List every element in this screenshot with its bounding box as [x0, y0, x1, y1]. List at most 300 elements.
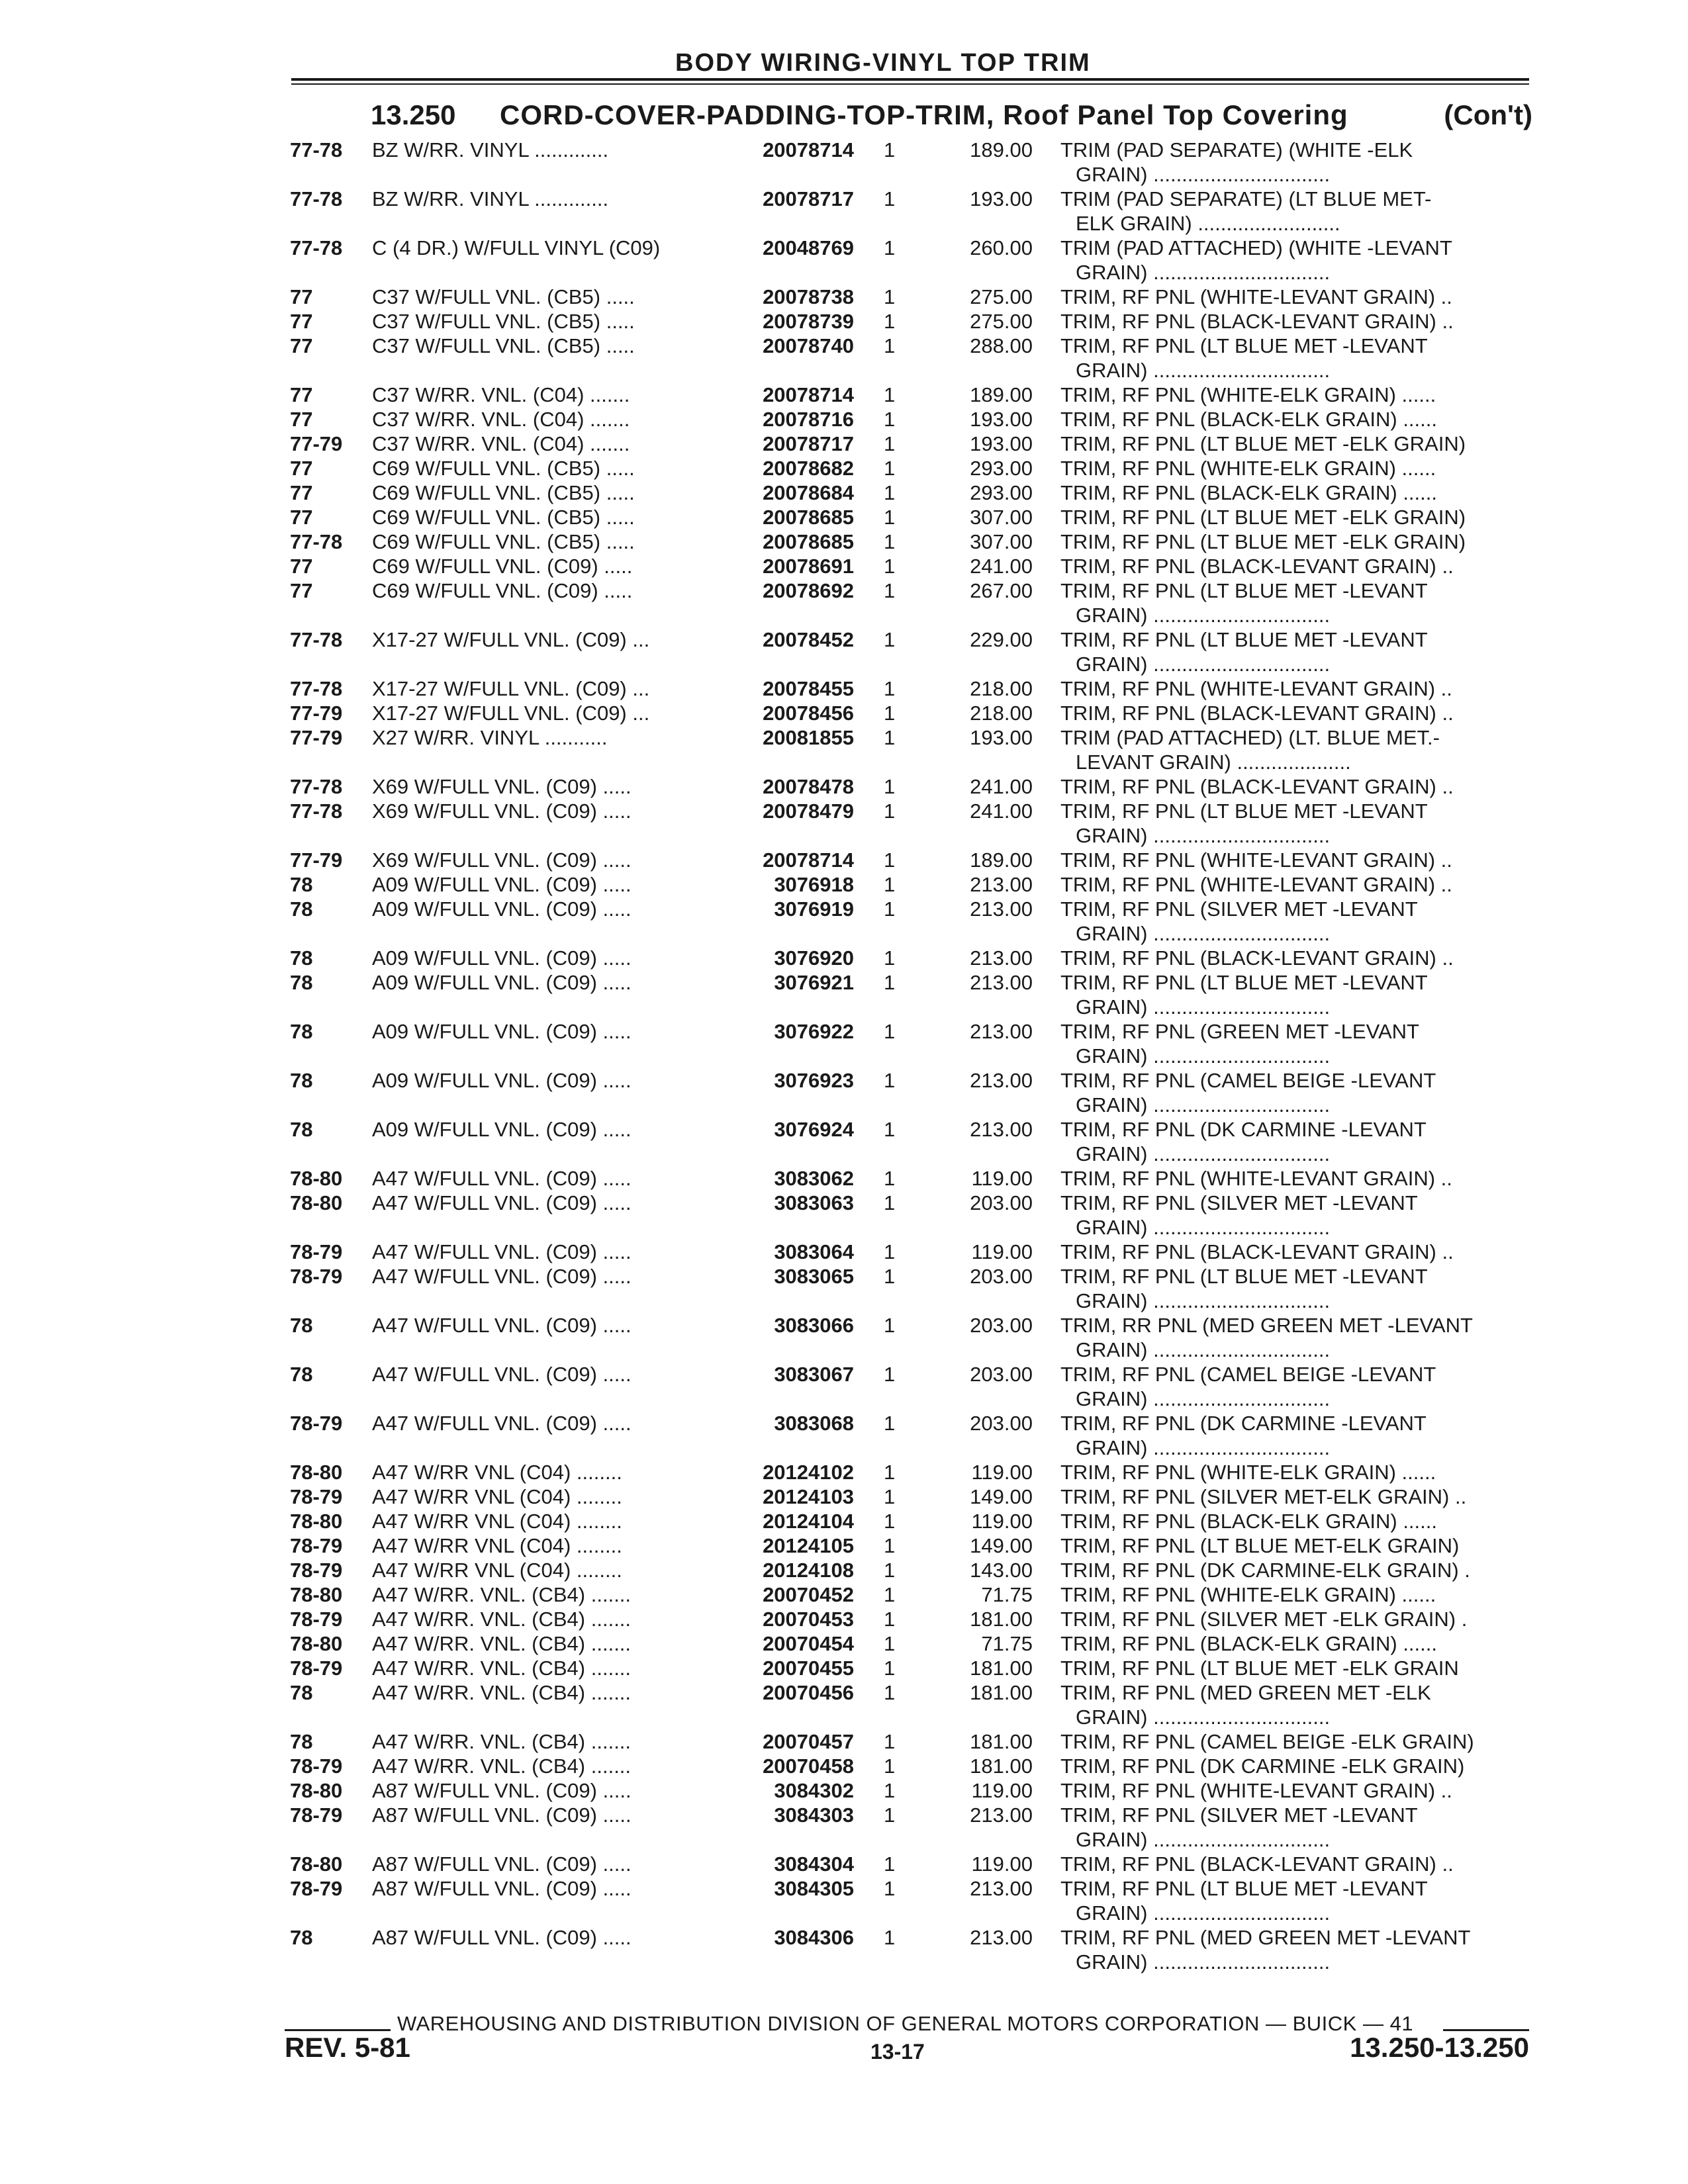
quantity-cell: 1 — [884, 1534, 896, 1557]
table-row — [0, 1264, 1688, 1313]
description-continuation: GRAIN) ............................... — [1076, 1289, 1331, 1312]
year-cell: 78-80 — [290, 1852, 343, 1876]
price-cell: 181.00 — [970, 1657, 1033, 1680]
continued-label: (Con't) — [1444, 99, 1532, 130]
model-cell: A47 W/RR VNL (C04) ........ — [372, 1461, 622, 1484]
quantity-cell: 1 — [884, 506, 896, 529]
part-number-cell: 20078738 — [763, 285, 854, 308]
model-cell: C37 W/RR. VNL. (C04) ....... — [372, 432, 630, 455]
model-cell: A47 W/RR VNL (C04) ........ — [372, 1559, 622, 1582]
quantity-cell: 1 — [884, 1191, 896, 1214]
model-cell: A09 W/FULL VNL. (C09) ..... — [372, 897, 632, 921]
model-cell: A87 W/FULL VNL. (C09) ..... — [372, 1803, 632, 1827]
year-cell: 77 — [290, 285, 313, 308]
description-cell: TRIM, RF PNL (BLACK-ELK GRAIN) ...... — [1060, 1632, 1437, 1655]
year-cell: 78 — [290, 1363, 313, 1386]
part-number-cell: 20078684 — [763, 481, 854, 504]
model-cell: A47 W/FULL VNL. (C09) ..... — [372, 1363, 632, 1386]
model-cell: A87 W/FULL VNL. (C09) ..... — [372, 1852, 632, 1876]
table-row — [0, 1925, 1688, 1974]
year-cell: 77 — [290, 506, 313, 529]
table-row — [0, 872, 1688, 897]
year-cell: 77 — [290, 457, 313, 480]
description-cell: TRIM, RF PNL (BLACK-ELK GRAIN) ...... — [1060, 408, 1437, 431]
description-cell: TRIM, RF PNL (DK CARMINE -LEVANT — [1060, 1412, 1427, 1435]
table-row — [0, 1754, 1688, 1778]
table-row — [0, 1460, 1688, 1484]
part-number-cell: 3083068 — [774, 1412, 854, 1435]
model-cell: A47 W/RR VNL (C04) ........ — [372, 1510, 622, 1533]
table-row — [0, 383, 1688, 407]
table-row — [0, 1166, 1688, 1191]
description-cell: TRIM, RF PNL (BLACK-ELK GRAIN) ...... — [1060, 1510, 1437, 1533]
model-cell: X17-27 W/FULL VNL. (C09) ... — [372, 677, 650, 700]
description-continuation: GRAIN) ............................... — [1076, 1387, 1331, 1410]
model-cell: A09 W/FULL VNL. (C09) ..... — [372, 946, 632, 970]
description-cell: TRIM, RF PNL (WHITE-LEVANT GRAIN) .. — [1060, 677, 1452, 700]
year-cell: 77-78 — [290, 236, 343, 259]
part-number-cell: 3076922 — [774, 1020, 854, 1043]
description-cell: TRIM, RF PNL (LT BLUE MET-ELK GRAIN) — [1060, 1534, 1460, 1557]
year-cell: 78 — [290, 1314, 313, 1337]
price-cell: 203.00 — [970, 1265, 1033, 1288]
quantity-cell: 1 — [884, 1069, 896, 1092]
description-continuation: ELK GRAIN) ......................... — [1076, 212, 1340, 235]
part-number-cell: 3083064 — [774, 1240, 854, 1263]
table-row — [0, 1558, 1688, 1582]
table-row — [0, 407, 1688, 432]
quantity-cell: 1 — [884, 310, 896, 333]
quantity-cell: 1 — [884, 775, 896, 798]
description-continuation: GRAIN) ............................... — [1076, 1706, 1331, 1729]
quantity-cell: 1 — [884, 1632, 896, 1655]
year-cell: 78-80 — [290, 1191, 343, 1214]
description-cell: TRIM, RF PNL (DK CARMINE -LEVANT — [1060, 1118, 1427, 1141]
model-cell: X17-27 W/FULL VNL. (C09) ... — [372, 702, 650, 725]
model-cell: C (4 DR.) W/FULL VINYL (C09) — [372, 236, 661, 259]
price-cell: 143.00 — [970, 1559, 1033, 1582]
quantity-cell: 1 — [884, 1803, 896, 1827]
model-cell: C69 W/FULL VNL. (CB5) ..... — [372, 481, 635, 504]
year-cell: 78-80 — [290, 1167, 343, 1190]
table-row — [0, 187, 1688, 236]
part-number-cell: 20078685 — [763, 530, 854, 553]
model-cell: X27 W/RR. VINYL ........... — [372, 726, 608, 749]
part-number-cell: 20070456 — [763, 1681, 854, 1704]
table-row — [0, 1509, 1688, 1533]
description-cell: TRIM (PAD ATTACHED) (WHITE -LEVANT — [1060, 236, 1452, 259]
part-number-cell: 3084302 — [774, 1779, 854, 1802]
description-cell: TRIM, RF PNL (BLACK-LEVANT GRAIN) .. — [1060, 555, 1454, 578]
model-cell: C37 W/RR. VNL. (C04) ....... — [372, 383, 630, 406]
model-cell: A47 W/FULL VNL. (C09) ..... — [372, 1240, 632, 1263]
quantity-cell: 1 — [884, 1167, 896, 1190]
model-cell: X69 W/FULL VNL. (C09) ..... — [372, 799, 632, 823]
model-cell: A47 W/FULL VNL. (C09) ..... — [372, 1314, 632, 1337]
footer-division: WAREHOUSING AND DISTRIBUTION DIVISION OF GENERAL MOTORS CORPORATION — BUICK — 41 — [397, 2012, 1414, 2035]
table-row — [0, 456, 1688, 480]
table-row — [0, 1852, 1688, 1876]
model-cell: A47 W/FULL VNL. (C09) ..... — [372, 1167, 632, 1190]
price-cell: 213.00 — [970, 1803, 1033, 1827]
price-cell: 71.75 — [981, 1632, 1033, 1655]
description-cell: TRIM, RF PNL (SILVER MET-ELK GRAIN) .. — [1060, 1485, 1467, 1508]
price-cell: 181.00 — [970, 1608, 1033, 1631]
quantity-cell: 1 — [884, 481, 896, 504]
table-row — [0, 309, 1688, 334]
table-row — [0, 848, 1688, 872]
price-cell: 119.00 — [971, 1779, 1033, 1802]
quantity-cell: 1 — [884, 408, 896, 431]
quantity-cell: 1 — [884, 1485, 896, 1508]
description-cell: TRIM, RF PNL (MED GREEN MET -ELK — [1060, 1681, 1431, 1704]
description-cell: TRIM, RF PNL (SILVER MET -LEVANT — [1060, 1191, 1418, 1214]
description-cell: TRIM (PAD SEPARATE) (LT BLUE MET- — [1060, 187, 1432, 210]
price-cell: 193.00 — [970, 187, 1033, 210]
model-cell: A47 W/RR. VNL. (CB4) ....... — [372, 1681, 632, 1704]
description-cell: TRIM, RF PNL (BLACK-LEVANT GRAIN) .. — [1060, 702, 1454, 725]
year-cell: 78 — [290, 873, 313, 896]
model-cell: C69 W/FULL VNL. (CB5) ..... — [372, 506, 635, 529]
quantity-cell: 1 — [884, 138, 896, 161]
quantity-cell: 1 — [884, 1852, 896, 1876]
price-cell: 213.00 — [970, 1926, 1033, 1949]
description-continuation: GRAIN) ............................... — [1076, 1044, 1331, 1068]
model-cell: A87 W/FULL VNL. (C09) ..... — [372, 1877, 632, 1900]
table-row — [0, 897, 1688, 946]
year-cell: 78 — [290, 971, 313, 994]
description-continuation: GRAIN) ............................... — [1076, 1216, 1331, 1239]
quantity-cell: 1 — [884, 1877, 896, 1900]
part-number-cell: 3083065 — [774, 1265, 854, 1288]
year-cell: 78-80 — [290, 1510, 343, 1533]
year-cell: 77 — [290, 579, 313, 602]
quantity-cell: 1 — [884, 530, 896, 553]
part-number-cell: 20124103 — [763, 1485, 854, 1508]
header-rule — [291, 78, 1529, 81]
quantity-cell: 1 — [884, 1461, 896, 1484]
price-cell: 71.75 — [981, 1583, 1033, 1606]
year-cell: 78-79 — [290, 1240, 343, 1263]
price-cell: 189.00 — [970, 383, 1033, 406]
description-cell: TRIM, RF PNL (LT BLUE MET -LEVANT — [1060, 1877, 1428, 1900]
year-cell: 77 — [290, 555, 313, 578]
page-title: BODY WIRING-VINYL TOP TRIM — [675, 49, 1091, 77]
year-cell: 78-79 — [290, 1803, 343, 1827]
price-cell: 218.00 — [970, 677, 1033, 700]
description-cell: TRIM, RF PNL (BLACK-ELK GRAIN) ...... — [1060, 481, 1437, 504]
part-number-cell: 3076918 — [774, 873, 854, 896]
quantity-cell: 1 — [884, 432, 896, 455]
part-number-cell: 20078452 — [763, 628, 854, 651]
table-row — [0, 774, 1688, 799]
part-number-cell: 3076919 — [774, 897, 854, 921]
price-cell: 119.00 — [971, 1167, 1033, 1190]
model-cell: BZ W/RR. VINYL ............. — [372, 138, 609, 161]
model-cell: C69 W/FULL VNL. (C09) ..... — [372, 579, 633, 602]
description-cell: TRIM, RF PNL (BLACK-LEVANT GRAIN) .. — [1060, 1240, 1454, 1263]
year-cell: 77-78 — [290, 677, 343, 700]
table-row — [0, 432, 1688, 456]
price-cell: 181.00 — [970, 1681, 1033, 1704]
description-continuation: GRAIN) ............................... — [1076, 653, 1331, 676]
part-number-cell: 20078682 — [763, 457, 854, 480]
price-cell: 119.00 — [971, 1461, 1033, 1484]
description-cell: TRIM, RF PNL (SILVER MET -LEVANT — [1060, 1803, 1418, 1827]
quantity-cell: 1 — [884, 1926, 896, 1949]
price-cell: 203.00 — [970, 1412, 1033, 1435]
table-row — [0, 1117, 1688, 1166]
part-number-cell: 20078714 — [763, 848, 854, 872]
model-cell: A47 W/RR. VNL. (CB4) ....... — [372, 1730, 632, 1753]
year-cell: 78 — [290, 1069, 313, 1092]
year-cell: 78-80 — [290, 1461, 343, 1484]
description-continuation: GRAIN) ............................... — [1076, 163, 1331, 186]
revision-label: REV. 5-81 — [285, 2032, 410, 2063]
model-cell: C37 W/FULL VNL. (CB5) ..... — [372, 285, 635, 308]
table-row — [0, 1411, 1688, 1460]
quantity-cell: 1 — [884, 1314, 896, 1337]
footer-rule-right — [1443, 2029, 1529, 2031]
part-number-cell: 20078478 — [763, 775, 854, 798]
table-row — [0, 1729, 1688, 1754]
description-continuation: GRAIN) ............................... — [1076, 1338, 1331, 1361]
part-number-cell: 3076923 — [774, 1069, 854, 1092]
model-cell: A09 W/FULL VNL. (C09) ..... — [372, 1020, 632, 1043]
table-row — [0, 970, 1688, 1019]
price-cell: 149.00 — [970, 1485, 1033, 1508]
table-row — [0, 529, 1688, 554]
part-number-cell: 20078714 — [763, 138, 854, 161]
part-number-cell: 3076920 — [774, 946, 854, 970]
price-cell: 213.00 — [970, 1118, 1033, 1141]
quantity-cell: 1 — [884, 1583, 896, 1606]
description-cell: TRIM, RF PNL (GREEN MET -LEVANT — [1060, 1020, 1419, 1043]
quantity-cell: 1 — [884, 1118, 896, 1141]
model-cell: A47 W/RR. VNL. (CB4) ....... — [372, 1657, 632, 1680]
part-number-cell: 20070453 — [763, 1608, 854, 1631]
model-cell: A47 W/RR. VNL. (CB4) ....... — [372, 1583, 632, 1606]
table-row — [0, 946, 1688, 970]
year-cell: 77-78 — [290, 138, 343, 161]
year-cell: 78 — [290, 1730, 313, 1753]
price-cell: 241.00 — [970, 775, 1033, 798]
quantity-cell: 1 — [884, 1240, 896, 1263]
price-cell: 213.00 — [970, 971, 1033, 994]
part-number-cell: 20078739 — [763, 310, 854, 333]
part-number-cell: 20078455 — [763, 677, 854, 700]
description-cell: TRIM, RF PNL (LT BLUE MET -LEVANT — [1060, 1265, 1428, 1288]
model-cell: A47 W/FULL VNL. (C09) ..... — [372, 1265, 632, 1288]
price-cell: 189.00 — [970, 848, 1033, 872]
description-cell: TRIM, RF PNL (BLACK-LEVANT GRAIN) .. — [1060, 310, 1454, 333]
description-cell: TRIM, RF PNL (LT BLUE MET -LEVANT — [1060, 799, 1428, 823]
model-cell: C37 W/RR. VNL. (C04) ....... — [372, 408, 630, 431]
table-row — [0, 1240, 1688, 1264]
price-cell: 293.00 — [970, 457, 1033, 480]
description-cell: TRIM, RF PNL (DK CARMINE-ELK GRAIN) . — [1060, 1559, 1470, 1582]
part-number-cell: 3084303 — [774, 1803, 854, 1827]
part-number-cell: 20124102 — [763, 1461, 854, 1484]
model-cell: A47 W/RR VNL (C04) ........ — [372, 1534, 622, 1557]
price-cell: 193.00 — [970, 726, 1033, 749]
section-range: 13.250-13.250 — [1350, 2032, 1529, 2063]
table-row — [0, 1313, 1688, 1362]
part-number-cell: 20078714 — [763, 383, 854, 406]
year-cell: 77-78 — [290, 628, 343, 651]
table-row — [0, 1680, 1688, 1729]
price-cell: 193.00 — [970, 432, 1033, 455]
description-cell: TRIM, RF PNL (WHITE-LEVANT GRAIN) .. — [1060, 848, 1452, 872]
description-cell: TRIM, RF PNL (WHITE-ELK GRAIN) ...... — [1060, 1461, 1436, 1484]
table-row — [0, 1631, 1688, 1656]
year-cell: 78-79 — [290, 1657, 343, 1680]
description-continuation: GRAIN) ............................... — [1076, 1950, 1331, 1974]
quantity-cell: 1 — [884, 1559, 896, 1582]
description-cell: TRIM, RF PNL (LT BLUE MET -ELK GRAIN) — [1060, 432, 1466, 455]
description-continuation: GRAIN) ............................... — [1076, 1828, 1331, 1851]
model-cell: A09 W/FULL VNL. (C09) ..... — [372, 1118, 632, 1141]
price-cell: 293.00 — [970, 481, 1033, 504]
year-cell: 78-80 — [290, 1779, 343, 1802]
header-rule-thin — [291, 83, 1529, 85]
price-cell: 203.00 — [970, 1191, 1033, 1214]
description-continuation: LEVANT GRAIN) .................... — [1076, 751, 1351, 774]
quantity-cell: 1 — [884, 971, 896, 994]
quantity-cell: 1 — [884, 1510, 896, 1533]
year-cell: 78-79 — [290, 1485, 343, 1508]
part-number-cell: 20078717 — [763, 187, 854, 210]
table-row — [0, 1533, 1688, 1558]
price-cell: 267.00 — [970, 579, 1033, 602]
table-row — [0, 1068, 1688, 1117]
model-cell: BZ W/RR. VINYL ............. — [372, 187, 609, 210]
description-cell: TRIM, RF PNL (LT BLUE MET -ELK GRAIN) — [1060, 530, 1466, 553]
year-cell: 77-79 — [290, 848, 343, 872]
model-cell: X17-27 W/FULL VNL. (C09) ... — [372, 628, 650, 651]
part-number-cell: 20078456 — [763, 702, 854, 725]
price-cell: 213.00 — [970, 1069, 1033, 1092]
table-row — [0, 1191, 1688, 1240]
price-cell: 193.00 — [970, 408, 1033, 431]
quantity-cell: 1 — [884, 897, 896, 921]
quantity-cell: 1 — [884, 383, 896, 406]
table-row — [0, 725, 1688, 774]
table-row — [0, 799, 1688, 848]
description-cell: TRIM, RF PNL (LT BLUE MET -LEVANT — [1060, 334, 1428, 357]
description-cell: TRIM, RF PNL (WHITE-ELK GRAIN) ...... — [1060, 383, 1436, 406]
year-cell: 78-79 — [290, 1608, 343, 1631]
model-cell: X69 W/FULL VNL. (C09) ..... — [372, 848, 632, 872]
page-number: 13-17 — [870, 2040, 925, 2064]
year-cell: 78 — [290, 1020, 313, 1043]
model-cell: A47 W/RR VNL (C04) ........ — [372, 1485, 622, 1508]
part-number-cell: 20070458 — [763, 1754, 854, 1778]
quantity-cell: 1 — [884, 702, 896, 725]
price-cell: 149.00 — [970, 1534, 1033, 1557]
section-number: 13.250 — [371, 99, 456, 130]
part-number-cell: 20078691 — [763, 555, 854, 578]
part-number-cell: 20078479 — [763, 799, 854, 823]
price-cell: 218.00 — [970, 702, 1033, 725]
quantity-cell: 1 — [884, 946, 896, 970]
description-cell: TRIM, RF PNL (WHITE-ELK GRAIN) ...... — [1060, 457, 1436, 480]
table-row — [0, 1876, 1688, 1925]
description-cell: TRIM (PAD SEPARATE) (WHITE -ELK — [1060, 138, 1413, 161]
year-cell: 78 — [290, 1681, 313, 1704]
table-row — [0, 578, 1688, 627]
part-number-cell: 20124105 — [763, 1534, 854, 1557]
year-cell: 77 — [290, 481, 313, 504]
price-cell: 307.00 — [970, 506, 1033, 529]
model-cell: A47 W/RR. VNL. (CB4) ....... — [372, 1754, 632, 1778]
year-cell: 77 — [290, 310, 313, 333]
description-cell: TRIM, RF PNL (SILVER MET -ELK GRAIN) . — [1060, 1608, 1468, 1631]
part-number-cell: 3084305 — [774, 1877, 854, 1900]
quantity-cell: 1 — [884, 873, 896, 896]
quantity-cell: 1 — [884, 1657, 896, 1680]
year-cell: 78-79 — [290, 1754, 343, 1778]
price-cell: 288.00 — [970, 334, 1033, 357]
quantity-cell: 1 — [884, 1730, 896, 1753]
price-cell: 213.00 — [970, 946, 1033, 970]
description-cell: TRIM, RF PNL (LT BLUE MET -LEVANT — [1060, 628, 1428, 651]
description-cell: TRIM, RF PNL (WHITE-LEVANT GRAIN) .. — [1060, 285, 1452, 308]
description-continuation: GRAIN) ............................... — [1076, 359, 1331, 382]
year-cell: 77-78 — [290, 187, 343, 210]
model-cell: A09 W/FULL VNL. (C09) ..... — [372, 971, 632, 994]
model-cell: C37 W/FULL VNL. (CB5) ..... — [372, 310, 635, 333]
part-number-cell: 20078692 — [763, 579, 854, 602]
table-row — [0, 1778, 1688, 1803]
model-cell: C69 W/FULL VNL. (CB5) ..... — [372, 530, 635, 553]
part-number-cell: 20070455 — [763, 1657, 854, 1680]
price-cell: 275.00 — [970, 285, 1033, 308]
part-number-cell: 3076924 — [774, 1118, 854, 1141]
description-cell: TRIM, RF PNL (BLACK-LEVANT GRAIN) .. — [1060, 946, 1454, 970]
quantity-cell: 1 — [884, 457, 896, 480]
year-cell: 78 — [290, 1926, 313, 1949]
description-cell: TRIM, RF PNL (BLACK-LEVANT GRAIN) .. — [1060, 1852, 1454, 1876]
footer-rule-left — [285, 2029, 391, 2031]
year-cell: 78 — [290, 946, 313, 970]
description-cell: TRIM, RF PNL (DK CARMINE -ELK GRAIN) — [1060, 1754, 1465, 1778]
description-cell: TRIM, RF PNL (CAMEL BEIGE -LEVANT — [1060, 1069, 1436, 1092]
quantity-cell: 1 — [884, 1779, 896, 1802]
part-number-cell: 20081855 — [763, 726, 854, 749]
description-continuation: GRAIN) ............................... — [1076, 824, 1331, 847]
price-cell: 181.00 — [970, 1730, 1033, 1753]
price-cell: 203.00 — [970, 1363, 1033, 1386]
part-number-cell: 20070457 — [763, 1730, 854, 1753]
model-cell: A09 W/FULL VNL. (C09) ..... — [372, 873, 632, 896]
year-cell: 78-79 — [290, 1559, 343, 1582]
quantity-cell: 1 — [884, 1265, 896, 1288]
table-row — [0, 1362, 1688, 1411]
part-number-cell: 20048769 — [763, 236, 854, 259]
table-row — [0, 505, 1688, 529]
quantity-cell: 1 — [884, 579, 896, 602]
price-cell: 260.00 — [970, 236, 1033, 259]
model-cell: C37 W/FULL VNL. (CB5) ..... — [372, 334, 635, 357]
table-row — [0, 285, 1688, 309]
price-cell: 213.00 — [970, 873, 1033, 896]
part-number-cell: 3084306 — [774, 1926, 854, 1949]
quantity-cell: 1 — [884, 1681, 896, 1704]
quantity-cell: 1 — [884, 285, 896, 308]
description-cell: TRIM, RF PNL (MED GREEN MET -LEVANT — [1060, 1926, 1471, 1949]
part-number-cell: 20124108 — [763, 1559, 854, 1582]
